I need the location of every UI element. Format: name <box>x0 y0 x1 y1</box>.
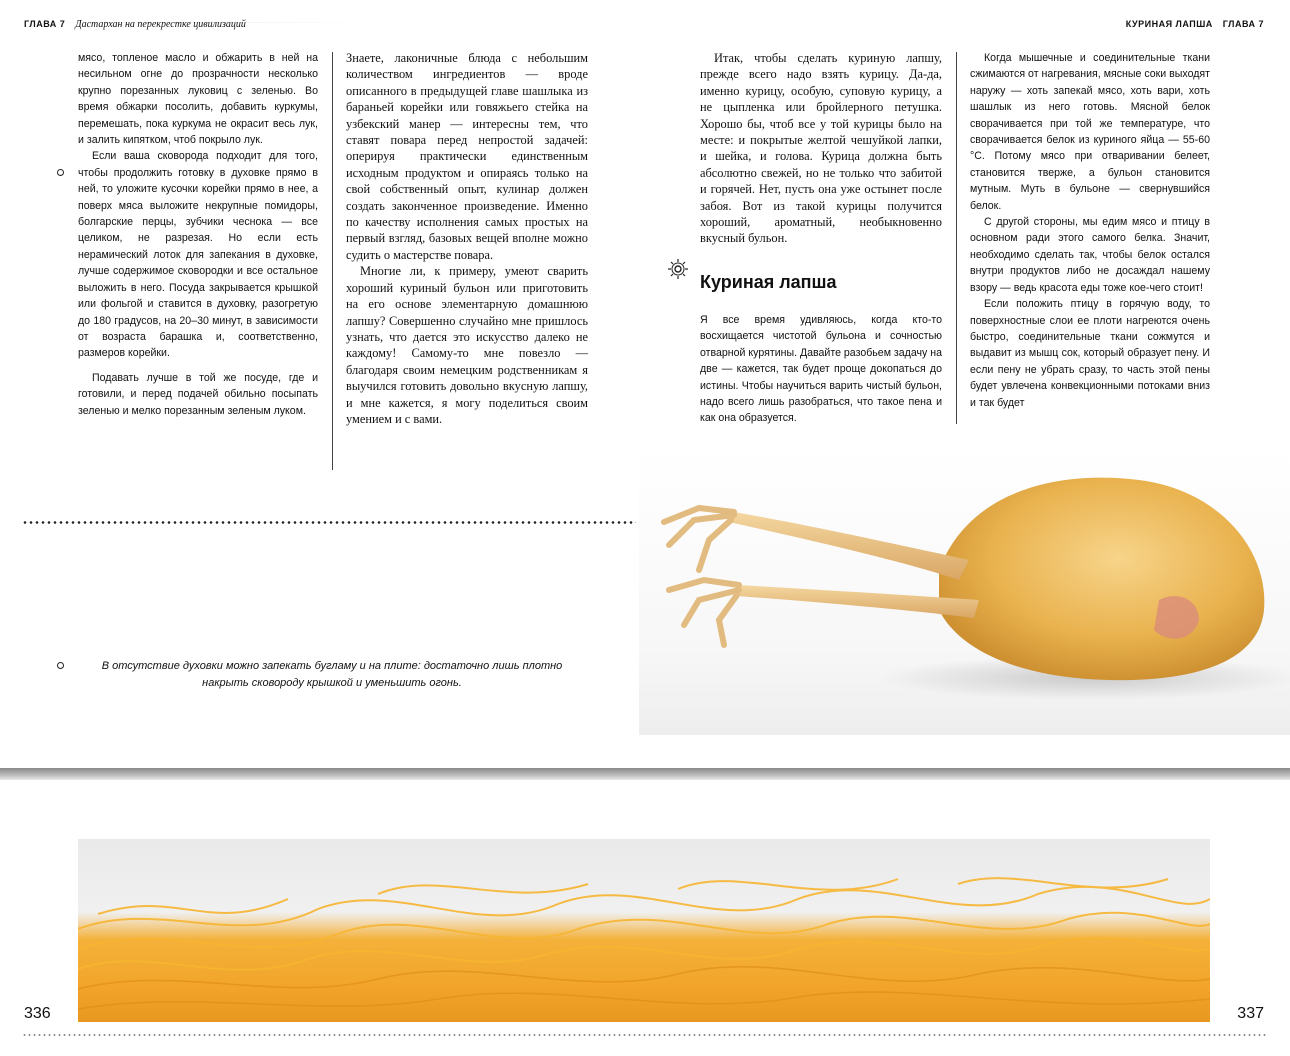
right-chapter-label: ГЛАВА 7 <box>1222 19 1264 29</box>
text-column-2 <box>346 50 588 427</box>
text-column-3 <box>700 50 942 247</box>
footnote: В отсутствие духовки можно запекать бугламу и на плите: достаточно лишь плотно накрыть сковороду крышкой и уменьшить огонь. <box>101 660 563 689</box>
paragraph: Я все время удивляюсь, когда кто-то восхищается чистотой бульона и сочностью отварной курятины. Давайте разобьем задачу на две — кажется, так будет проще докопаться до истины. Чтобы научиться варить чистый бульон, надо всего лишь разобраться, что такое пена и как она образуется. <box>700 314 943 425</box>
left-running-header <box>24 19 246 30</box>
paragraph: Подавать лучше в той же посуде, где и готовили, и перед подачей обильно посыпать зеленью и мелко порезанным зеленым луком. <box>78 371 318 417</box>
paragraph: Знаете, лаконичные блюда с небольшим количеством ингредиентов — вроде описанного в предыдущей главе шашлыка из бараньей корейки или говяжьего стейка на узбекский манер — интересны тем, что ставят повара перед непростой задачей: оперируя практически единственным исходным продуктом и опираясь только на свой собственный опыт, кулинар должен создать законченное произведение. Именно по качеству исполнения самых простых на первый взгляд, базовых вещей вполне можно судить о мастерстве повара. <box>346 51 588 262</box>
paragraph: С другой стороны, мы едим мясо и птицу в основном ради этого самого белка. Значит, необходимо сделать так, чтобы белок остался внутри продуктов либо не досаждал нашему взору — ведь красота еды тоже кое-чего стоит! <box>970 216 1210 294</box>
left-section-title: Дастархан на перекрестке цивилизаций <box>75 19 246 30</box>
page-number-right: 337 <box>1237 1005 1264 1022</box>
raw-chicken-photo <box>639 450 1290 735</box>
column-divider <box>332 52 333 470</box>
left-chapter-label: ГЛАВА 7 <box>24 19 66 29</box>
lower-spread <box>0 780 1290 1056</box>
paragraph: Когда мышечные и соединительные ткани сжимаются от нагревания, мясные соки выходят наружу — хоть запекай мясо, хоть вари, хоть шашлык из него готовь. Мясной белок сворачивается при той же температуре, что сворачивается белок из куриного яйца — 55-60 °С. Потому мясо при отваривании белеет, становится тверже, а бульон становится мутным. Муть в бульоне — свернувшийся белок. <box>970 52 1210 212</box>
column-divider <box>956 52 957 424</box>
page-number-left: 336 <box>24 1005 51 1022</box>
paragraph: Если положить птицу в горячую воду, то поверхностные слои ее плоти нагреются очень быстро, соединительные ткани сожмутся и выдавит из мышц сок, который образует пену. И если пену не убрать сразу, то часть этой пены будет увлечена конвекционными потоками вниз и так будет <box>970 298 1210 409</box>
paragraph: Если ваша сковорода подходит для того, чтобы продолжить готовку в духовке прямо в ней, то уложите кусочки корейки прямо в нее, а поверх мяса выложите некрупные помидоры, болгарские перцы, зубчики чеснока — все целиком, не разрезая. Но если есть нерамический лоток для запекания в духовке, лучше содержимое сковородки и все остальное выложить в него. Посуда закрывается крышкой или фольгой и ставится в духовку, разогретую до 180 градусов, на 20–30 минут, в зависимости от возраста барашка и, соответственно, размеров корейки. <box>78 150 318 360</box>
note-bullet <box>57 662 64 669</box>
dotted-separator <box>22 521 636 524</box>
margin-bullet <box>57 169 64 176</box>
paragraph: мясо, топленое масло и обжарить в ней на несильном огне до прозрачности несколько крупно порезанных луковиц с зеленью. Во время обжарки посолить, добавить куркумы, перемешать, пока куркума не окрасит весь лук, и залить кипятком, чтоб покрыло лук. <box>78 52 318 147</box>
noodles-image <box>78 839 1210 1022</box>
footer-dotted-line <box>22 1034 1268 1036</box>
paragraph: Итак, чтобы сделать куриную лапшу, прежде всего надо взять курицу. Да-да, именно курицу, особую, суповую курицу, а не цыпленка или бройлерного петушка. Хорошо бы, чтоб все у той курицы было на месте: и покрытые желтой чешуйкой лапки, и шейка, и голова. Курица должна быть абсолютно свежей, но не только что забитой и горячей. Нет, пусть она уже остынет после забоя. Вот из такой курицы получится хороший, ароматный, необыкновенно вкусный бульон. <box>700 51 942 246</box>
page-fold-shadow <box>0 768 1290 780</box>
text-column-3-lower <box>700 312 942 427</box>
paragraph: Многие ли, к примеру, умеют сварить хороший куриный бульон или приготовить на его основе элементарную домашнюю лапшу? Совершенно случайно мне пришлось узнать, что дается это искусство далеко не каждому! Самому-то мне повезло — благодаря своим немецким родственникам я выучился готовить довольно вкусную лапшу, и мне кажется, я могу поделиться своим умением и с вами. <box>346 264 588 426</box>
right-section-title: КУРИНАЯ ЛАПША <box>1125 19 1213 29</box>
text-column-4 <box>970 50 1210 428</box>
sun-ornament-icon <box>668 259 688 279</box>
right-running-header <box>1126 19 1264 30</box>
noodles-photo <box>78 839 1210 1022</box>
chicken-image <box>639 450 1290 735</box>
text-column-1 <box>78 50 318 419</box>
section-heading: Куриная лапша <box>700 272 837 292</box>
